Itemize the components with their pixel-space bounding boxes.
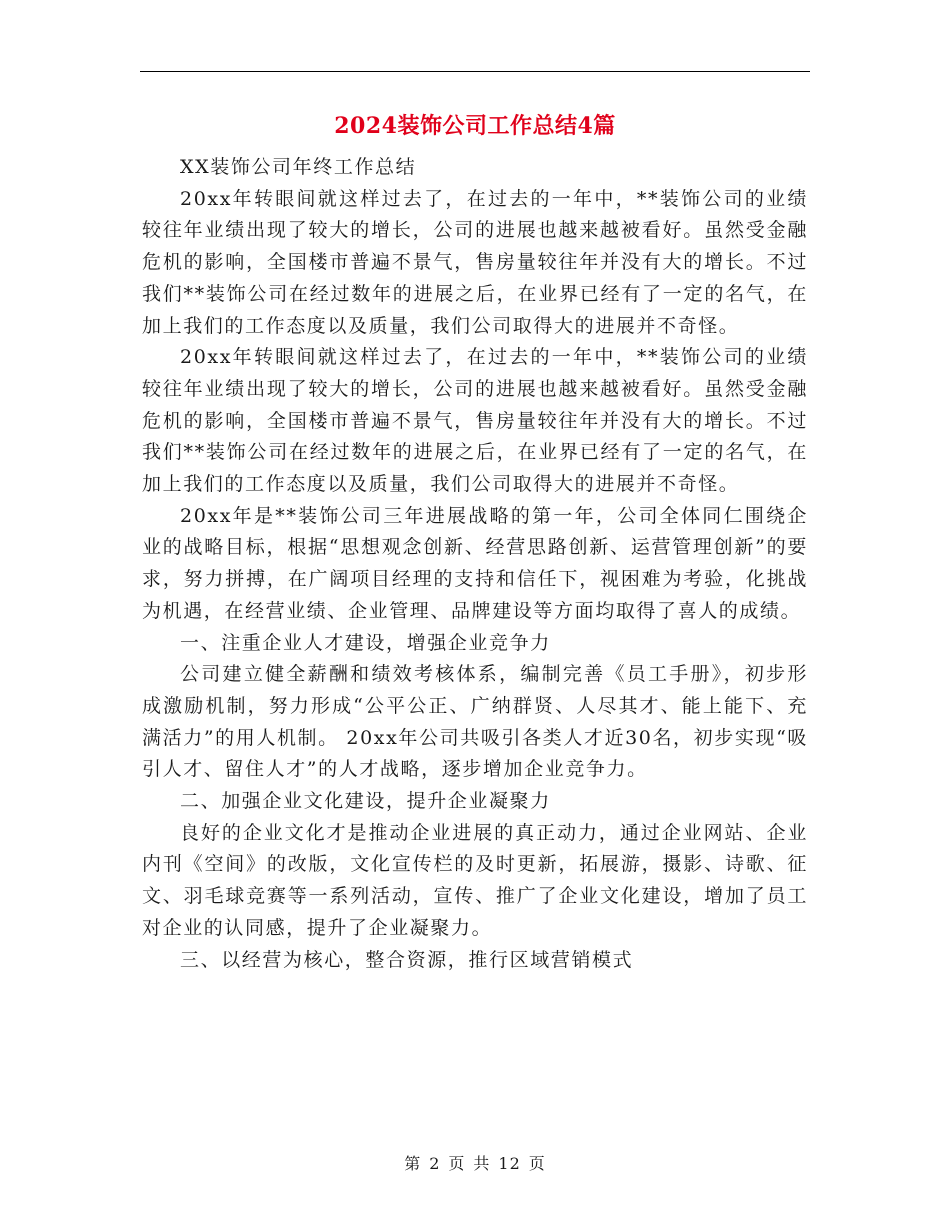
page-prefix: 第 — [404, 1154, 422, 1173]
document-title: 2024装饰公司工作总结4篇 — [334, 113, 616, 139]
total-prefix: 共 — [473, 1154, 491, 1173]
paragraph: 20xx年转眼间就这样过去了，在过去的一年中，**装饰公司的业绩较往年业绩出现了较大的增长，公司的进展也越来越被看好。虽然受金融危机的影响，全国楼市普遍不景气，售房量较往年并没有大的增长。不过我们**装饰公司在经过数年的进展之后，在业界已经有了一定的名气，在加上我们的工作态度以及质量，我们公司取得大的进展并不奇怪。 — [142, 187, 808, 337]
total-pages-number: 12 — [498, 1154, 521, 1173]
section-heading: 二、加强企业文化建设，提升企业凝聚力 — [180, 790, 551, 813]
paragraph: 20xx年是**装饰公司三年进展战略的第一年，公司全体同仁围绕企业的战略目标，根据“思想观念创新、经营思路创新、运营管理创新”的要求，努力拼搏，在广阔项目经理的支持和信任下，视困难为考验，化挑战为机遇，在经营业绩、企业管理、品牌建设等方面均取得了喜人的成绩。 — [142, 504, 808, 622]
paragraph: 良好的企业文化才是推动企业进展的真正动力，通过企业网站、企业内刊《空间》的改版，文化宣传栏的及时更新，拓展游，摄影、诗歌、征文、羽毛球竞赛等一系列活动，宣传、推广了企业文化建设，增加了员工对企业的认同感，提升了企业凝聚力。 — [142, 821, 808, 939]
section-heading: 三、以经营为核心，整合资源，推行区域营销模式 — [180, 948, 634, 971]
document-body — [142, 152, 808, 976]
header-rule — [140, 71, 810, 72]
paragraph: 20xx年转眼间就这样过去了，在过去的一年中，**装饰公司的业绩较往年业绩出现了较大的增长，公司的进展也越来越被看好。虽然受金融危机的影响，全国楼市普遍不景气，售房量较往年并没有大的增长。不过我们**装饰公司在经过数年的进展之后，在业界已经有了一定的名气，在加上我们的工作态度以及质量，我们公司取得大的进展并不奇怪。 — [142, 346, 808, 496]
page-suffix: 页 — [528, 1154, 546, 1173]
current-page-number: 2 — [429, 1154, 441, 1173]
paragraph: 公司建立健全薪酬和绩效考核体系，编制完善《员工手册》，初步形成激励机制，努力形成“公平公正、广纳群贤、人尽其才、能上能下、充满活力”的用人机制。 20xx年公司共吸引各类人才近30名，初步实现“吸引人才、留住人才”的人才战略，逐步增加企业竞争力。 — [142, 663, 808, 781]
page-footer — [140, 1152, 810, 1176]
section-heading: 一、注重企业人才建设，增强企业竞争力 — [180, 631, 551, 654]
section-heading: XX装饰公司年终工作总结 — [180, 156, 417, 178]
page-word: 页 — [448, 1154, 466, 1173]
